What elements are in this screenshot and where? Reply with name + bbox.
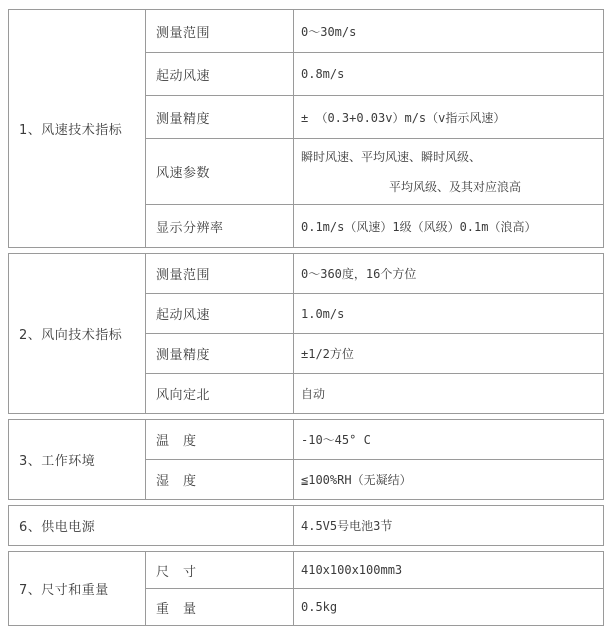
section-wind-speed-specs (8, 9, 604, 248)
section-group-label: 2、风向技术指标 (9, 254, 146, 414)
spec-label: 湿 度 (146, 460, 294, 500)
spec-value-line-1: 瞬时风速、平均风速、瞬时风级、 (301, 149, 482, 164)
section-group-label: 6、供电电源 (9, 506, 294, 546)
section-group-label: 7、尺寸和重量 (9, 552, 146, 626)
spec-value: 1.0m/s (294, 294, 604, 334)
spec-value: -10～45° C (294, 420, 604, 460)
section-size-weight (8, 551, 604, 626)
section-wind-direction-specs (8, 253, 604, 414)
spec-value (294, 139, 604, 205)
spec-label: 显示分辨率 (146, 205, 294, 248)
spec-label: 起动风速 (146, 53, 294, 96)
spec-value: 0～360度，16个方位 (294, 254, 604, 294)
spec-value: ± （0.3+0.03v）m/s（v指示风速） (294, 96, 604, 139)
spec-value: 自动 (294, 374, 604, 414)
spec-value: 410x100x100mm3 (294, 552, 604, 589)
section-group-label: 3、工作环境 (9, 420, 146, 500)
spec-label: 测量范围 (146, 10, 294, 53)
table-row (9, 254, 604, 294)
section-group-label: 1、风速技术指标 (9, 10, 146, 248)
table-row (9, 10, 604, 53)
table-row (9, 552, 604, 589)
spec-label: 起动风速 (146, 294, 294, 334)
spec-value: 0.5kg (294, 589, 604, 626)
spec-value: ±1/2方位 (294, 334, 604, 374)
spec-label: 风速参数 (146, 139, 294, 205)
spec-value: 4.5V5号电池3节 (294, 506, 604, 546)
spec-label: 测量精度 (146, 96, 294, 139)
spec-label: 风向定北 (146, 374, 294, 414)
spec-label: 测量精度 (146, 334, 294, 374)
spec-label: 测量范围 (146, 254, 294, 294)
spec-label: 尺 寸 (146, 552, 294, 589)
spec-value-line-2: 平均风级、及其对应浪高 (389, 179, 522, 194)
spec-value: 0.1m/s（风速）1级（风级）0.1m（浪高） (294, 205, 604, 248)
spec-value: ≦100%RH（无凝结） (294, 460, 604, 500)
spec-label: 重 量 (146, 589, 294, 626)
table-row (9, 506, 604, 546)
table-row (9, 420, 604, 460)
section-working-environment (8, 419, 604, 500)
spec-value: 0～30m/s (294, 10, 604, 53)
spec-value: 0.8m/s (294, 53, 604, 96)
spec-label: 温 度 (146, 420, 294, 460)
section-power-supply (8, 505, 604, 546)
